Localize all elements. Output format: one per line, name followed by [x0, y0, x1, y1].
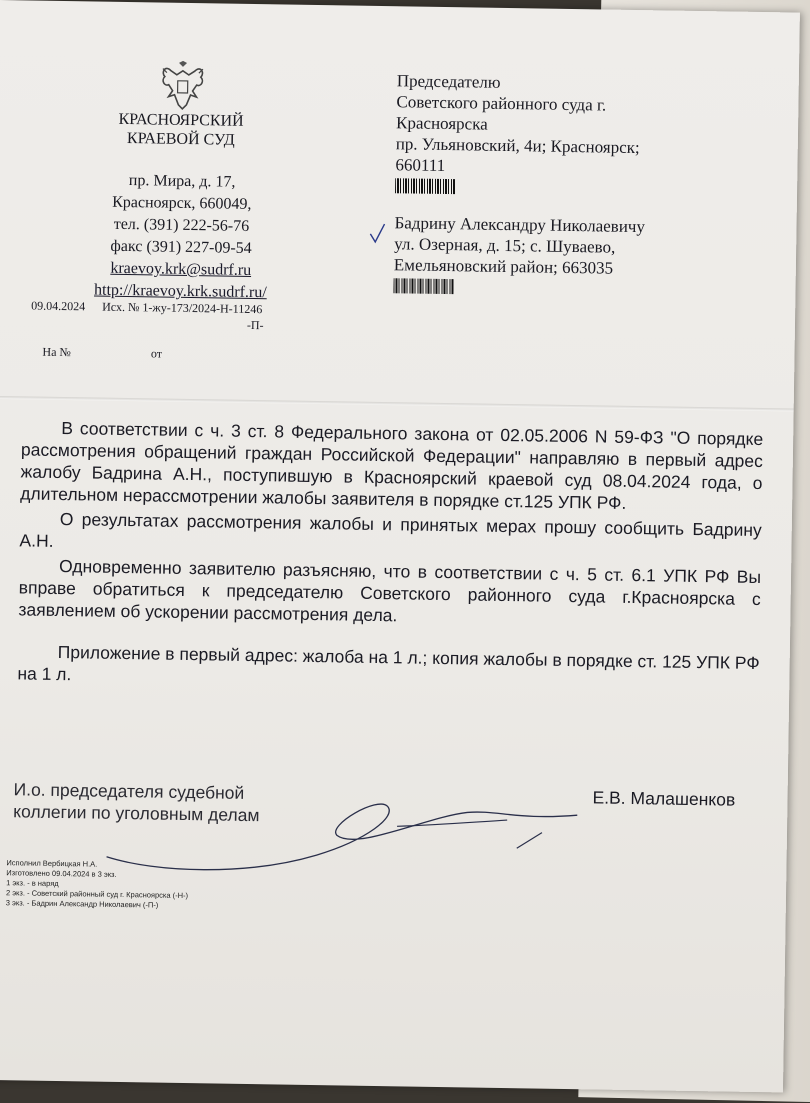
recipient-court-line1: Председателю — [396, 71, 501, 92]
court-name-line1: КРАСНОЯРСКИЙ — [118, 110, 244, 130]
court-address-line1: пр. Мира, д. 17, — [128, 172, 236, 191]
signatory-title-line1: И.о. председателя судебной — [13, 779, 245, 803]
body-paragraph-3: Одновременно заявителю разъясняю, что в соответствии с ч. 5 ст. 6.1 УПК РФ Вы вправе обратиться к председателю Советского районного суда г.Красноярска с заявлением об ускорении рассмотрения дела. — [18, 555, 762, 626]
document-mark: -П- — [246, 317, 264, 333]
barcode-2 — [393, 278, 453, 294]
court-name — [86, 109, 277, 150]
footer-executor: Исполнил Вербицкая Н.А. — [6, 858, 98, 869]
court-phone: тел. (391) 222-56-76 — [113, 215, 250, 235]
footer-copy-1: 1 экз. - в наряд — [6, 878, 59, 889]
document-date: 09.04.2024 — [31, 298, 86, 314]
recipient-court-line4: пр. Ульяновский, 4и; Красноярск; — [395, 134, 640, 158]
signatory-title-line2: коллегии по уголовным делам — [13, 801, 260, 826]
footer-notes — [6, 858, 189, 911]
document-meta — [31, 299, 276, 318]
body-paragraph-1: В соответствии с ч. 3 ст. 8 Федерального закона от 02.05.2006 N 59-ФЗ "О порядке рассмотрения обращений граждан Российской Федерации" направляю в первый адрес жалобу Бадрина А.Н., поступившую в Красноярский краевой суд 08.04.2024 года, о длительном нерассмотрении жалобы заявителя в порядке ст.125 УПК РФ. — [20, 418, 764, 513]
recipient-person — [393, 212, 645, 297]
court-name-line2: КРАЕВОЙ СУД — [126, 130, 235, 149]
paper-fold — [0, 396, 794, 412]
recipient-court-line3: Красноярска — [395, 113, 488, 134]
court-address — [75, 169, 287, 304]
coat-of-arms-icon — [158, 61, 207, 114]
reference-line — [42, 345, 162, 362]
recipient-court — [395, 70, 641, 197]
recipient-court-line2: Советского районного суда г. — [396, 92, 607, 115]
signatory-name: Е.В. Малашенков — [592, 787, 736, 810]
barcode-1 — [395, 178, 455, 194]
letter-body — [17, 416, 763, 699]
court-fax: факс (391) 227-09-54 — [110, 237, 252, 257]
court-email: kraevoy.krk@sudrf.ru — [110, 259, 252, 279]
footer-copy-3: 3 экз. - Бадрин Александр Николаевич (-П-) — [5, 898, 159, 910]
court-website: http://kraevoy.krk.sudrf.ru/ — [93, 281, 267, 302]
court-address-line2: Красноярск, 660049, — [112, 193, 252, 213]
recipient-person-line3: Емельяновский район; 663035 — [393, 255, 614, 278]
footer-prepared: Изготовлено 09.04.2024 в 3 экз. — [6, 868, 117, 879]
reference-label: На № — [42, 344, 72, 360]
document-number: Исх. № 1-жу-173/2024-Н-11246 — [102, 299, 263, 317]
body-paragraph-2: О результатах рассмотрения жалобы и принятых мерах прошу сообщить Бадрину А.Н. — [19, 509, 762, 551]
checkmark-icon — [368, 222, 386, 244]
body-paragraph-4: Приложение в первый адрес: жалоба на 1 л.; копия жалобы в порядке ст. 125 УПК РФ на 1 л. — [17, 641, 760, 685]
footer-copy-2: 2 экз. - Советский районный суд г. Красноярска (-Н-) — [5, 888, 189, 901]
recipient-court-line5: 660111 — [395, 155, 446, 176]
recipient-person-line2: ул. Озерная, д. 15; с. Шуваево, — [394, 234, 616, 257]
recipient-person-line1: Бадрину Александру Николаевичу — [394, 213, 646, 237]
reference-from: от — [150, 346, 163, 361]
